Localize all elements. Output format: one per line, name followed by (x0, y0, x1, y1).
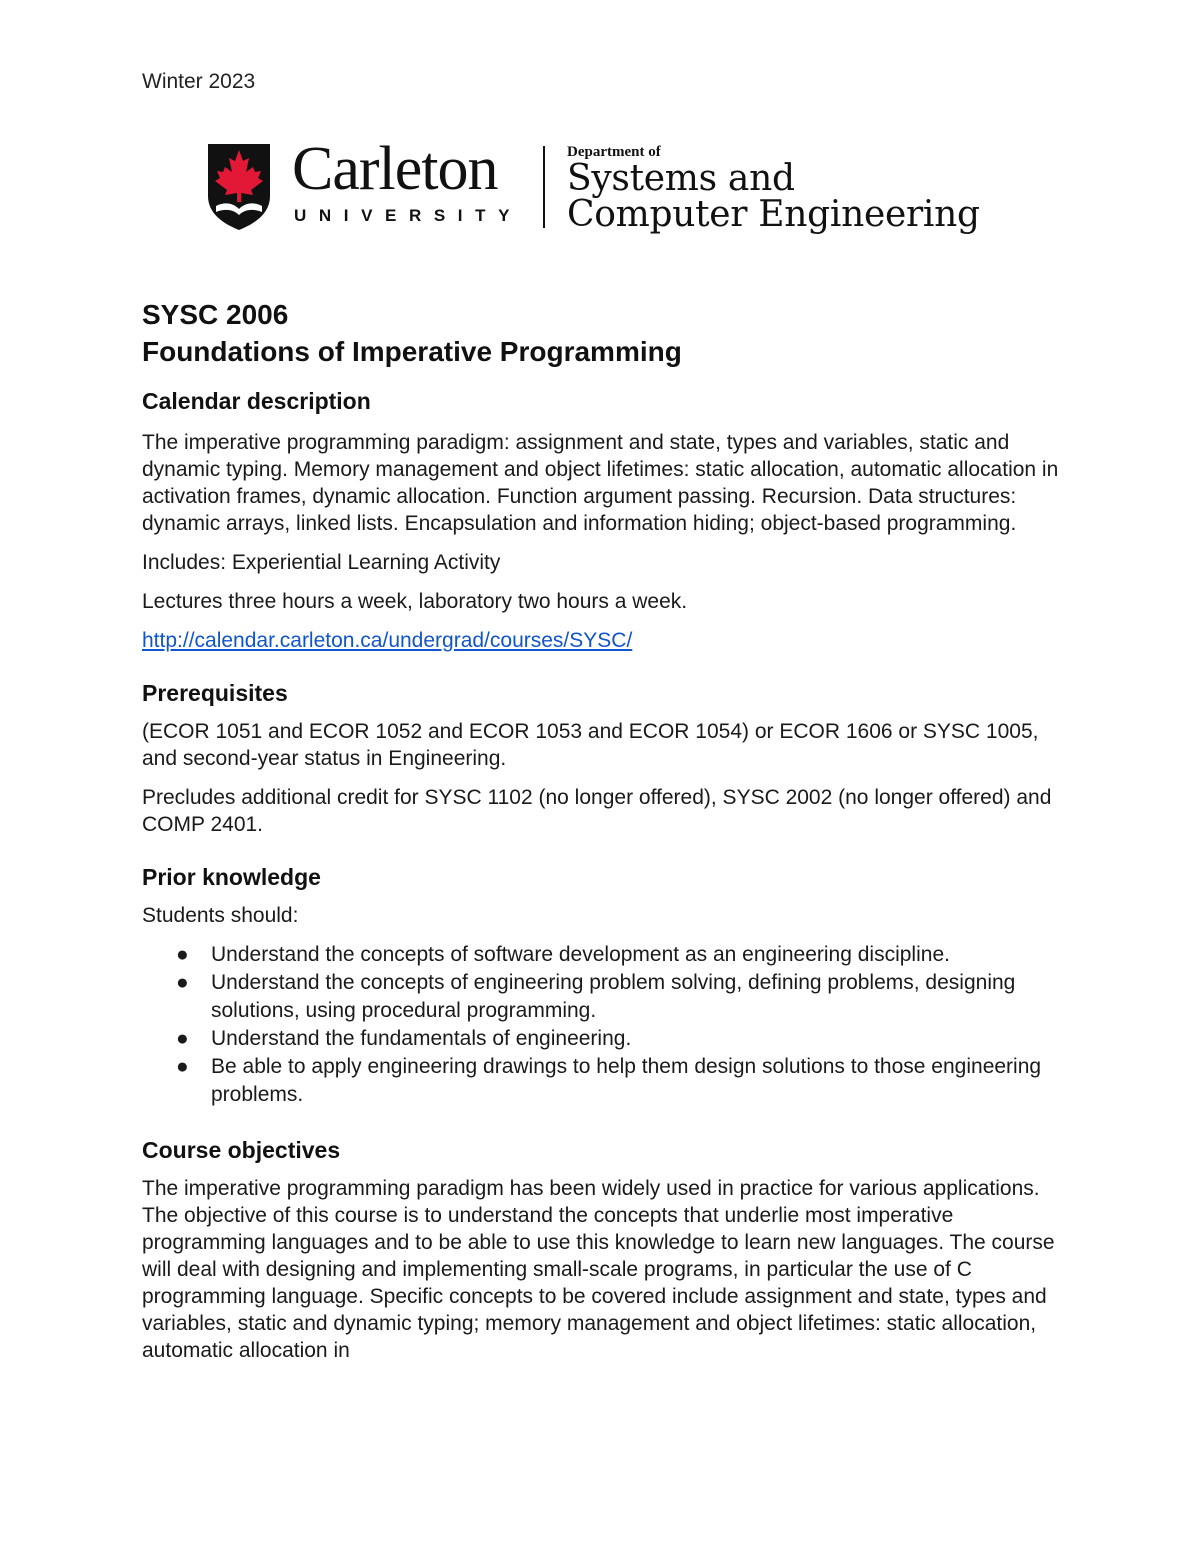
carleton-sce-logo (208, 135, 998, 240)
prior-knowledge-heading: Prior knowledge (142, 864, 321, 890)
page-header-term: Winter 2023 (142, 70, 256, 93)
course-code: SYSC 2006 (142, 299, 289, 330)
prerequisites-text: (ECOR 1051 and ECOR 1052 and ECOR 1053 and ECOR 1054) or ECOR 1606 or SYSC 1005, and second-year status in Engineering. (142, 720, 1039, 770)
list-item: ● Be able to apply engineering drawings to help them design solutions to those engineering problems. (176, 1055, 1042, 1106)
logo-divider (543, 146, 545, 228)
list-item: ● Understand the fundamentals of engineering. (142, 1025, 1062, 1053)
calendar-link[interactable]: http://calendar.carleton.ca/undergrad/courses/SYSC/ (142, 629, 633, 652)
carleton-wordmark: Carleton (292, 135, 498, 203)
department-name-line-1: Systems and (567, 158, 795, 199)
schedule-text: Lectures three hours a week, laboratory two hours a week. (142, 590, 688, 613)
bullet-icon: ● (176, 1027, 189, 1050)
department-of-label: Department of (567, 144, 661, 160)
list-item: ● Understand the concepts of software development as an engineering discipline. (142, 941, 1062, 969)
department-name-line-2: Computer Engineering (567, 194, 980, 235)
course-title: Foundations of Imperative Programming (142, 336, 682, 367)
prior-knowledge-list (142, 941, 1062, 1109)
list-item: ● Understand the concepts of engineering problem solving, defining problems, designing solutions, using procedural programming. (176, 971, 1016, 1022)
precludes-text: Precludes additional credit for SYSC 1102 (no longer offered), SYSC 2002 (no longer offered) and COMP 2401. (142, 786, 1052, 836)
university-subtext: UNIVERSITY (294, 206, 523, 225)
course-objectives-heading: Course objectives (142, 1137, 341, 1163)
bullet-icon: ● (176, 971, 189, 994)
document-body (142, 296, 1062, 1364)
calendar-description-text: The imperative programming paradigm: assignment and state, types and variables, static and dynamic typing. Memory management and object lifetimes: static allocation, automatic allocation in activation frames, dynamic allocation. Function argument passing. Recursion. Data structures: dynamic arrays, linked lists. Encapsulation and information hiding; object-based programming. (142, 431, 1059, 535)
bullet-icon: ● (176, 943, 189, 966)
maple-leaf-shield-icon (208, 144, 270, 230)
includes-text: Includes: Experiential Learning Activity (142, 551, 501, 574)
prior-knowledge-intro: Students should: (142, 904, 299, 927)
bullet-icon: ● (176, 1055, 189, 1078)
course-objectives-text: The imperative programming paradigm has been widely used in practice for various applications. The objective of this course is to understand the concepts that underlie most imperative programming languages and to be able to use this knowledge to learn new languages. The course will deal with designing and implementing small-scale programs, in particular the use of C programming language. Specific concepts to be covered include assignment and state, types and variables, static and dynamic typing; memory management and object lifetimes: static allocation, automatic allocation in (142, 1177, 1055, 1362)
calendar-description-heading: Calendar description (142, 388, 371, 414)
prerequisites-heading: Prerequisites (142, 680, 288, 706)
